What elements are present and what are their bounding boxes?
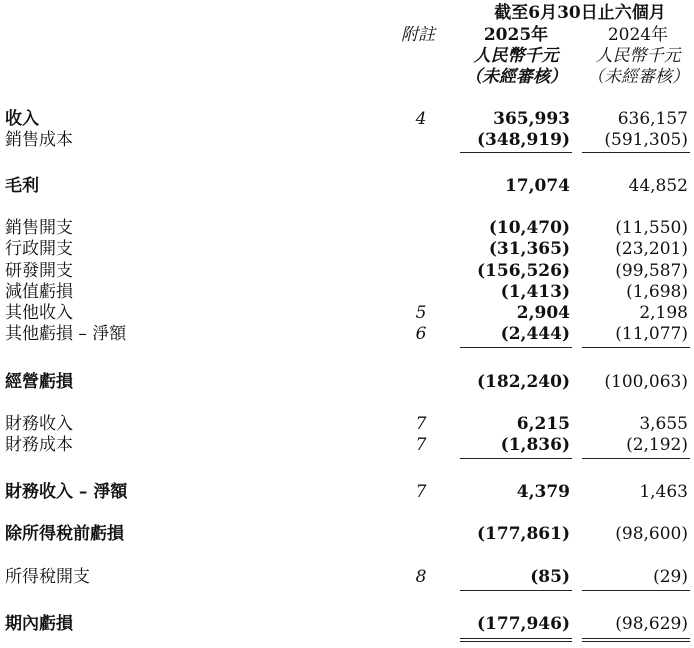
row-label: 其他收入 (5, 303, 73, 323)
row-value-2024: (23,201) (615, 239, 688, 259)
row-value-2025: (1,413) (500, 282, 570, 302)
row-value-2025: (348,919) (477, 130, 570, 150)
subtotal-rule-2024 (582, 152, 690, 153)
row-label: 研發開支 (5, 261, 73, 281)
row-label: 銷售成本 (5, 130, 73, 150)
row-note: 4 (415, 109, 427, 129)
row-label: 財務收入 (5, 414, 73, 434)
row-value-2024: (98,600) (615, 524, 688, 544)
row-value-2024: 636,157 (617, 109, 688, 129)
row-label: 銷售開支 (5, 218, 73, 238)
row-label: 毛利 (5, 176, 39, 196)
col-2024-audit: （未經審核） (587, 67, 689, 87)
row-value-2025: 365,993 (493, 109, 570, 129)
row-value-2025: (10,470) (488, 218, 570, 238)
note-column-header: 附註 (401, 25, 435, 45)
row-value-2025: (31,365) (488, 239, 570, 259)
subtotal-rule-2024 (582, 347, 690, 348)
row-value-2025: (1,836) (500, 435, 570, 455)
subtotal-rule-2024 (582, 458, 690, 459)
row-label: 財務成本 (5, 435, 73, 455)
col-2025-year: 2025年 (483, 25, 549, 45)
row-value-2025: 17,074 (504, 176, 570, 196)
subtotal-rule-2024 (582, 590, 690, 591)
row-value-2024: (29) (653, 567, 688, 587)
row-value-2025: 6,215 (516, 414, 570, 434)
row-value-2024: 44,852 (628, 176, 688, 196)
row-value-2024: (98,629) (615, 614, 688, 634)
subtotal-rule-2025 (460, 458, 572, 459)
row-label: 所得稅開支 (5, 567, 90, 587)
row-label: 期內虧損 (5, 614, 73, 634)
row-label: 財務收入 – 淨額 (5, 482, 128, 502)
row-label: 行政開支 (5, 239, 73, 259)
row-label: 除所得稅前虧損 (5, 524, 124, 544)
row-value-2025: 4,379 (516, 482, 570, 502)
row-value-2024: (11,077) (615, 324, 688, 344)
subtotal-rule-2025 (460, 590, 572, 591)
row-value-2024: (100,063) (604, 372, 688, 392)
row-value-2024: (591,305) (604, 130, 688, 150)
row-note: 7 (415, 482, 427, 502)
total-double-rule-2025 (460, 638, 572, 639)
row-note: 7 (415, 435, 427, 455)
row-label: 減值虧損 (5, 282, 73, 302)
subtotal-rule-2025 (460, 347, 572, 348)
row-value-2024: (99,587) (615, 261, 688, 281)
row-note: 5 (415, 303, 427, 323)
row-note: 8 (415, 567, 427, 587)
row-value-2025: (2,444) (500, 324, 570, 344)
row-value-2024: 1,463 (639, 482, 688, 502)
row-value-2025: (177,861) (477, 524, 570, 544)
col-2025-audit: （未經審核） (465, 67, 567, 87)
col-2024-unit: 人民幣千元 (595, 46, 681, 66)
total-double-rule-2024 (582, 641, 690, 642)
total-double-rule-2025 (460, 641, 572, 642)
row-value-2024: (11,550) (615, 218, 688, 238)
row-label: 經營虧損 (5, 372, 73, 392)
row-value-2025: (177,946) (477, 614, 570, 634)
row-value-2025: (182,240) (477, 372, 570, 392)
row-label: 其他虧損 – 淨額 (5, 324, 127, 344)
col-2025-unit: 人民幣千元 (473, 46, 559, 66)
row-value-2024: (1,698) (626, 282, 688, 302)
col-2024-year: 2024年 (607, 25, 669, 45)
row-value-2024: 3,655 (639, 414, 688, 434)
row-value-2025: (85) (530, 567, 570, 587)
row-note: 6 (415, 324, 427, 344)
subtotal-rule-2025 (460, 152, 572, 153)
row-value-2025: (156,526) (477, 261, 570, 281)
row-note: 7 (415, 414, 427, 434)
row-value-2024: 2,198 (639, 303, 688, 323)
row-value-2025: 2,904 (516, 303, 570, 323)
row-label: 收入 (5, 109, 39, 129)
period-caption: 截至6月30日止六個月 (494, 3, 666, 23)
total-double-rule-2024 (582, 638, 690, 639)
row-value-2024: (2,192) (626, 435, 688, 455)
